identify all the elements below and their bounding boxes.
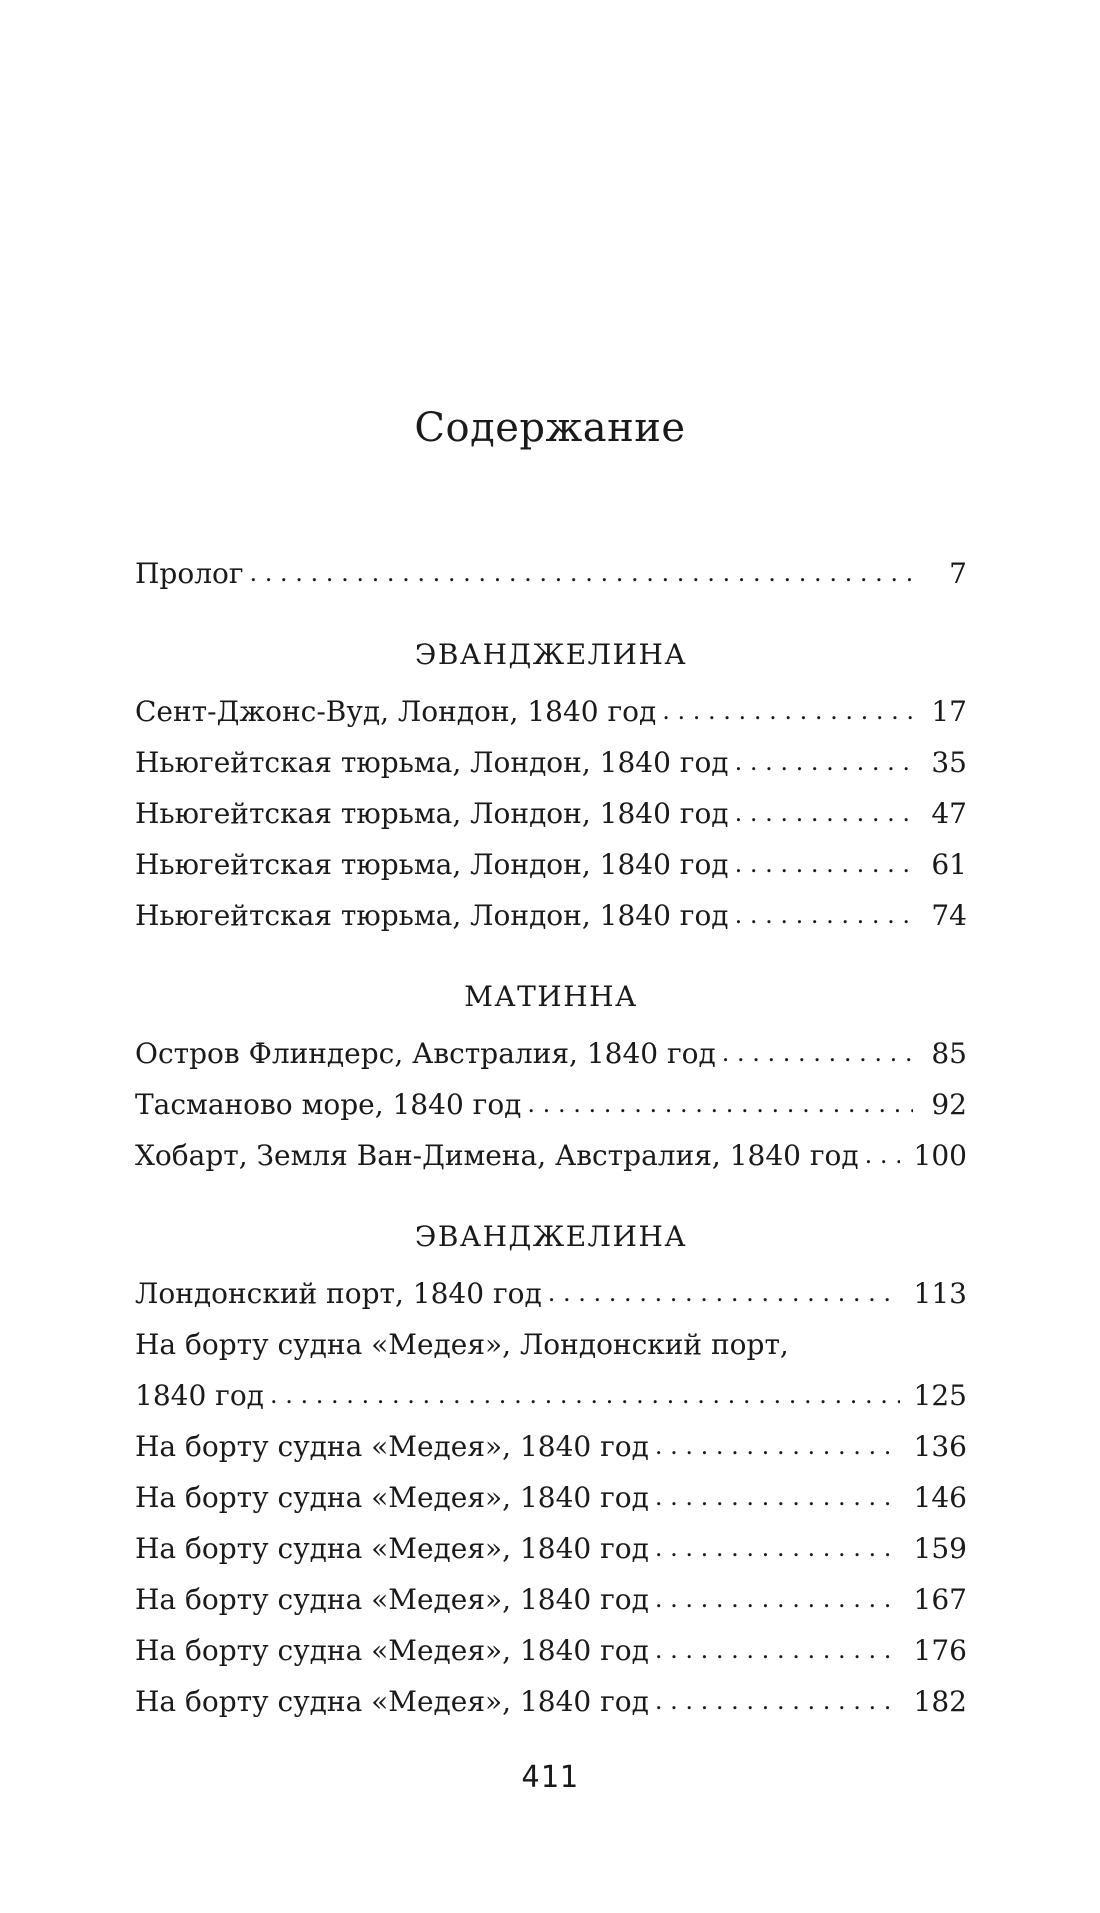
toc-entry xyxy=(135,890,967,941)
dot-leader xyxy=(655,1625,900,1676)
toc-entry-title: На борту судна «Медея», 1840 год xyxy=(135,1583,649,1616)
part-heading-3: ЭВАНДЖЕЛИНА xyxy=(414,1220,688,1253)
toc-entry-page: 159 xyxy=(913,1532,967,1565)
toc-entry-title: Ньюгейтская тюрьма, Лондон, 1840 год xyxy=(135,848,729,881)
toc-entry-page: 176 xyxy=(913,1634,967,1667)
toc-entry-page: 74 xyxy=(931,899,967,932)
toc-entry-page: 136 xyxy=(913,1430,967,1463)
toc-entry-title: На борту судна «Медея», 1840 год xyxy=(135,1685,649,1718)
toc-entry xyxy=(135,1268,967,1319)
toc-entry xyxy=(135,839,967,890)
toc-entry xyxy=(135,1421,967,1472)
toc-entry-title: Лондонский порт, 1840 год xyxy=(135,1277,542,1310)
toc-entry-page: 17 xyxy=(931,695,967,728)
toc-entry-title: На борту судна «Медея», 1840 год xyxy=(135,1481,649,1514)
toc-entry xyxy=(135,788,967,839)
toc-entry-title: Ньюгейтская тюрьма, Лондон, 1840 год xyxy=(135,746,729,779)
toc-entry-page: 182 xyxy=(913,1685,967,1718)
toc-entry-title-line1: На борту судна «Медея», Лондонский порт, xyxy=(135,1328,789,1361)
dot-leader xyxy=(722,1028,913,1079)
toc-entry-last-line xyxy=(135,1370,967,1421)
dot-leader xyxy=(548,1268,900,1319)
dot-leader xyxy=(865,1130,900,1181)
toc-entry xyxy=(135,1472,967,1523)
toc-entry-prologue xyxy=(135,548,967,599)
toc-entry xyxy=(135,1625,967,1676)
part-heading-1: ЭВАНДЖЕЛИНА xyxy=(414,638,688,671)
toc-entry-title: На борту судна «Медея», 1840 год xyxy=(135,1634,649,1667)
toc-entry-page: 92 xyxy=(931,1088,967,1121)
dot-leader xyxy=(250,548,913,599)
part-heading-2: МАТИННА xyxy=(464,980,638,1013)
page-title: Содержание xyxy=(414,405,686,451)
toc-entry-title: Хобарт, Земля Ван-Димена, Австралия, 1840 год xyxy=(135,1139,859,1172)
toc-entry-page: 113 xyxy=(913,1277,967,1310)
toc-entry-title: На борту судна «Медея», 1840 год xyxy=(135,1532,649,1565)
toc-entry-page: 35 xyxy=(931,746,967,779)
toc-entry-page: 61 xyxy=(931,848,967,881)
toc-entry-page: 85 xyxy=(931,1037,967,1070)
toc-entry xyxy=(135,1028,967,1079)
toc-entry-title: 1840 год xyxy=(135,1379,264,1412)
toc-entry xyxy=(135,737,967,788)
dot-leader xyxy=(735,890,913,941)
dot-leader xyxy=(735,737,913,788)
toc-entry xyxy=(135,1130,967,1181)
toc-entry xyxy=(135,1523,967,1574)
toc-entry xyxy=(135,1574,967,1625)
toc-entry xyxy=(135,1676,967,1727)
dot-leader xyxy=(270,1370,900,1421)
toc-entry-title: Ньюгейтская тюрьма, Лондон, 1840 год xyxy=(135,797,729,830)
toc-entry-page: 167 xyxy=(913,1583,967,1616)
page-number: 411 xyxy=(521,1760,579,1795)
toc-entry-title: Сент-Джонс-Вуд, Лондон, 1840 год xyxy=(135,695,657,728)
toc-entry xyxy=(135,686,967,737)
toc-entry-title: На борту судна «Медея», 1840 год xyxy=(135,1430,649,1463)
dot-leader xyxy=(655,1523,900,1574)
toc-entry-title: Тасманово море, 1840 год xyxy=(135,1088,522,1121)
table-of-contents xyxy=(135,548,967,1727)
toc-entry-multiline xyxy=(135,1319,967,1421)
toc-entry xyxy=(135,1079,967,1130)
toc-entry-page: 146 xyxy=(913,1481,967,1514)
toc-entry-page: 100 xyxy=(913,1139,967,1172)
dot-leader xyxy=(655,1676,900,1727)
dot-leader xyxy=(527,1079,913,1130)
dot-leader xyxy=(655,1574,900,1625)
toc-entry-page: 47 xyxy=(931,797,967,830)
dot-leader xyxy=(662,686,913,737)
dot-leader xyxy=(655,1472,900,1523)
toc-entry-page: 125 xyxy=(913,1379,967,1412)
toc-entry-title: Пролог xyxy=(135,557,244,590)
toc-entry-page: 7 xyxy=(949,557,967,590)
dot-leader xyxy=(735,839,913,890)
toc-entry-title: Ньюгейтская тюрьма, Лондон, 1840 год xyxy=(135,899,729,932)
toc-entry-title: Остров Флиндерс, Австралия, 1840 год xyxy=(135,1037,716,1070)
dot-leader xyxy=(655,1421,900,1472)
dot-leader xyxy=(735,788,913,839)
